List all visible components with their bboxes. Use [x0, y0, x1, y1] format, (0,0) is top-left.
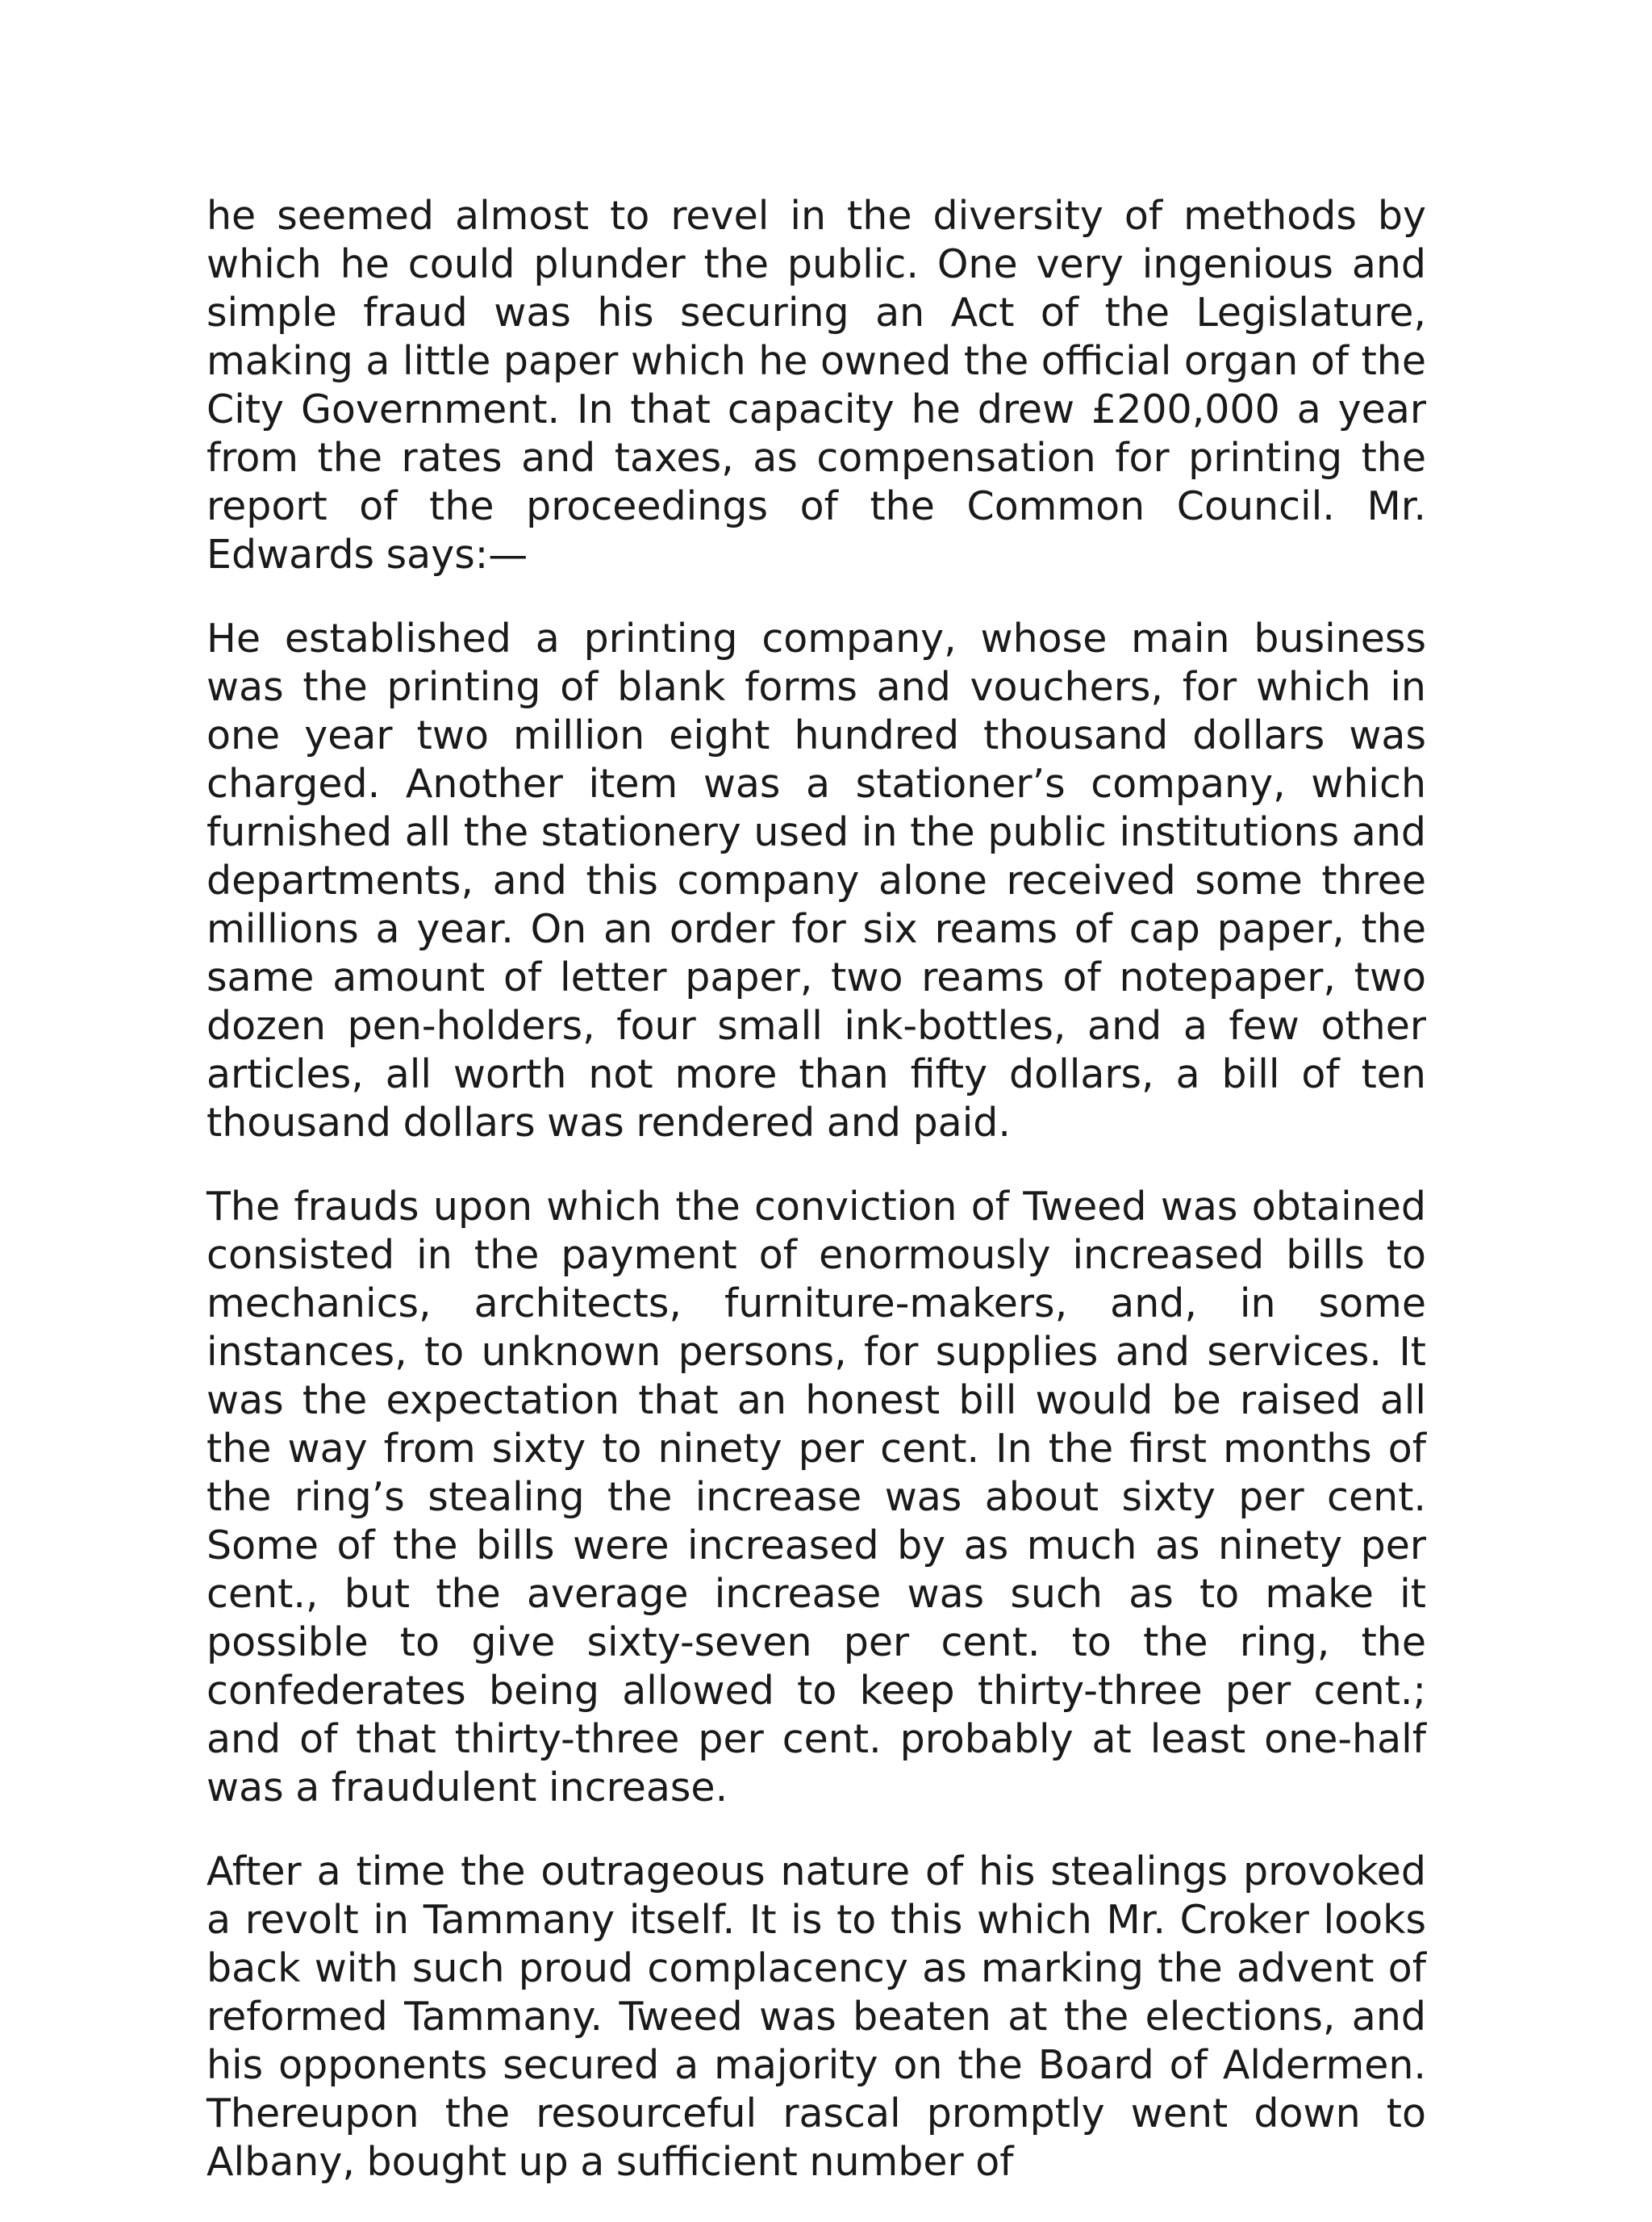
paragraph-2: He established a printing company, whose main business was the printing of blank forms and vouchers, for which in one year two million eight hundred thousand dollars was charged. Another item was a stationer’s company, which furnished all the stationery used in the public institutions and departments, and this company alone received some three millions a year. On an order for six reams of cap paper, the same amount of letter paper, two reams of notepaper, two dozen pen-holders, four small ink-bottles, and a few other articles, all worth not more than fifty dollars, a bill of ten thousand dollars was rendered and paid. — [206, 616, 1426, 1146]
paragraph-1: he seemed almost to revel in the diversity of methods by which he could plunder the public. One very ingenious and simple fraud was his securing an Act of the Legislature, making a little paper which he owned the official organ of the City Government. In that capacity he drew £200,000 a year from the rates and taxes, as compensation for printing the report of the proceedings of the Common Council. Mr. Edwards says:— — [206, 193, 1426, 578]
paragraph-3: The frauds upon which the conviction of Tweed was obtained consisted in the payment of enormously increased bills to mechanics, architects, furniture-makers, and, in some instances, to unknown persons, for supplies and services. It was the expectation that an honest bill would be raised all the way from sixty to ninety per cent. In the first months of the ring’s stealing the increase was about sixty per cent. Some of the bills were increased by as much as ninety per cent., but the average increase was such as to make it possible to give sixty-seven per cent. to the ring, the confederates being allowed to keep thirty-three per cent.; and of that thirty-three per cent. probably at least one-half was a fraudulent increase. — [206, 1184, 1426, 1811]
paragraph-4: After a time the outrageous nature of his stealings provoked a revolt in Tammany itself. It is to this which Mr. Croker looks back with such proud complacency as marking the advent of reformed Tammany. Tweed was beaten at the elections, and his opponents secured a majority on the Board of Aldermen. Thereupon the resourceful rascal promptly went down to Albany, bought up a sufficient number of — [206, 1848, 1426, 2185]
page-body — [206, 192, 1426, 2222]
